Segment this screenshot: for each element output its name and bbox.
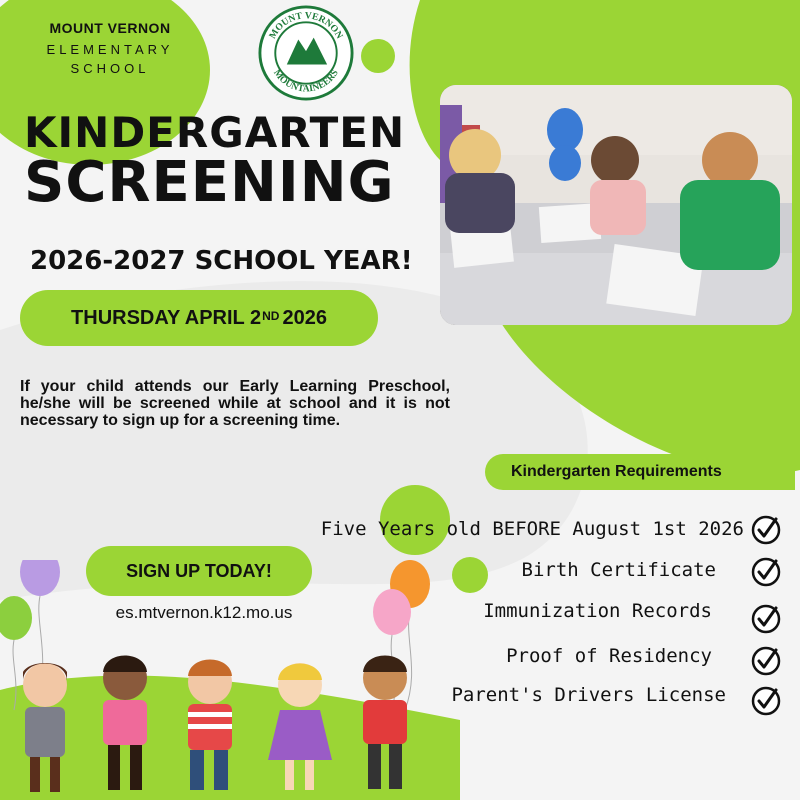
school-year: 2026-2027 SCHOOL YEAR! [30,246,413,276]
school-name [20,20,200,76]
kids-illustration [0,560,460,800]
logo-text-bottom: MOUNTAINEERS [271,67,341,95]
requirement-item: Parent's Drivers License [451,684,726,706]
screening-date [20,290,378,346]
info-text: If your child attends our Early Learning Preschool, he/she will be screened while at school and it is not necessary to sign up for a screening time. [20,378,450,429]
classroom-photo-illustration [440,85,792,325]
requirement-item: Birth Certificate [521,559,716,581]
classroom-photo [440,85,792,325]
title-line2: SCREENING [24,150,395,215]
check-circle-icon [751,515,781,545]
logo-text-top: MOUNT VERNON [267,10,345,41]
date-year: 2026 [282,306,327,329]
date-sup: ND [262,309,280,323]
requirement-item: Proof of Residency [506,645,712,667]
check-circle-icon [751,604,781,634]
requirements-heading: Kindergarten Requirements [485,454,795,490]
school-name-line2: ELEMENTARY [46,42,174,57]
sign-up-button[interactable]: SIGN UP TODAY! [86,546,312,596]
school-name-line3: SCHOOL [70,61,150,76]
check-circle-icon [751,557,781,587]
check-circle-icon [751,646,781,676]
title-line1: KINDERGARTEN [24,108,406,157]
school-logo [258,5,354,101]
requirement-item: Immunization Records [483,600,712,622]
check-circle-icon [751,686,781,716]
signup-url-link[interactable]: es.mtvernon.k12.mo.us [115,603,293,622]
school-name-line1: MOUNT VERNON [49,20,171,36]
date-main: THURSDAY APRIL 2 [71,306,262,329]
requirement-item: Five Years old BEFORE August 1st 2026 [320,518,744,540]
